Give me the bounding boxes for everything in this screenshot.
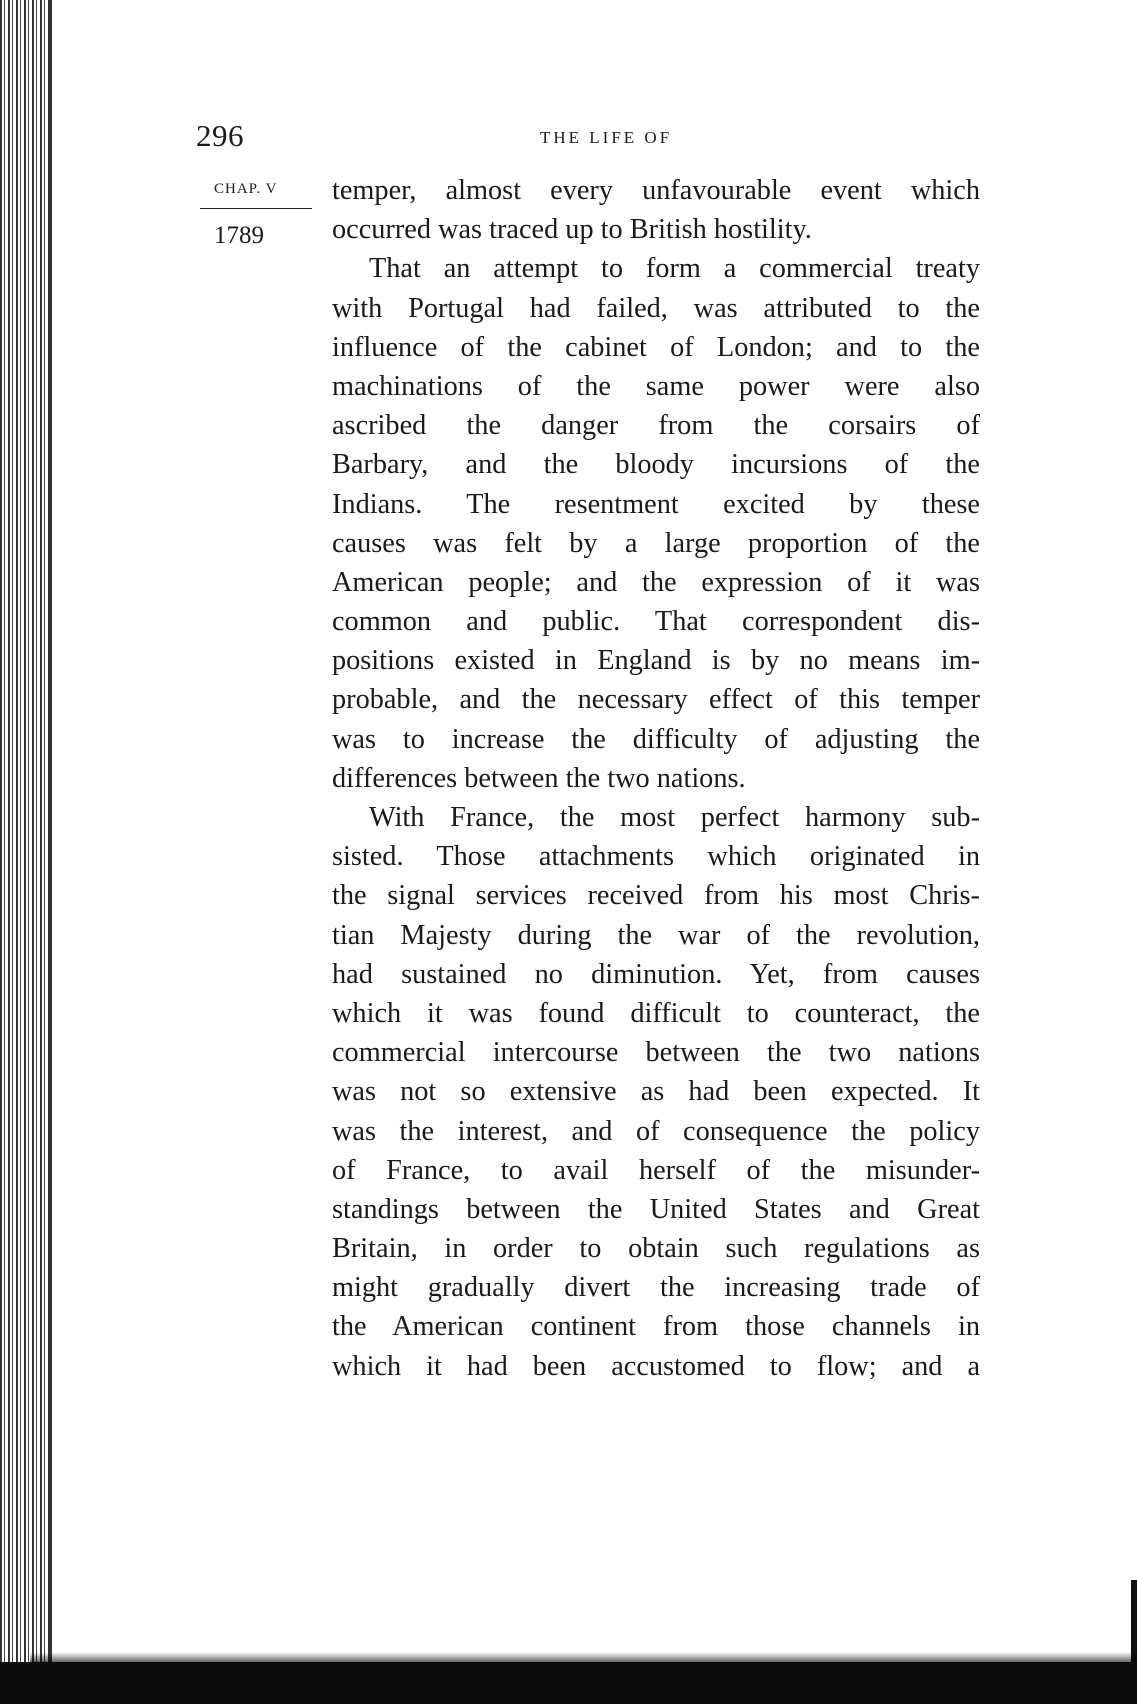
text-line: probable, and the necessary effect of this temper [332, 684, 980, 716]
book-binding-edge [0, 0, 52, 1704]
text-line: With France, the most perfect harmony sub- [369, 802, 980, 833]
text-line: occurred was traced up to British hostility. [332, 214, 812, 246]
marginal-rule [200, 208, 312, 209]
text-line: Indians. The resentment excited by these [332, 488, 980, 520]
text-line: American people; and the expression of it was [332, 566, 980, 598]
year-marginal-note: 1789 [214, 222, 264, 249]
text-line: the signal services received from his most Chris- [332, 880, 980, 912]
text-line: which it had been accustomed to flow; and a [332, 1350, 980, 1382]
text-line: Britain, in order to obtain such regulations as [332, 1233, 980, 1265]
text-line: tian Majesty during the war of the revolution, [332, 919, 980, 951]
page-number: 296 [196, 118, 244, 153]
text-line: influence of the cabinet of London; and to the [332, 331, 980, 363]
text-line: sisted. Those attachments which originated in [332, 841, 980, 873]
text-line: might gradually divert the increasing trade of [332, 1272, 980, 1304]
text-line: Barbary, and the bloody incursions of the [332, 449, 980, 481]
text-line: the American continent from those channels in [332, 1311, 980, 1343]
running-title: THE LIFE OF [540, 128, 673, 147]
text-line: was not so extensive as had been expected. It [332, 1076, 980, 1108]
text-line: with Portugal had failed, was attributed to the [332, 292, 980, 324]
text-line: temper, almost every unfavourable event which [332, 175, 980, 206]
text-line: causes was felt by a large proportion of the [332, 527, 980, 559]
text-line: of France, to avail herself of the misunder- [332, 1154, 980, 1186]
text-line: common and public. That correspondent dis- [332, 606, 980, 638]
text-line: was to increase the difficulty of adjusting the [332, 723, 980, 755]
text-line: ascribed the danger from the corsairs of [332, 410, 980, 442]
text-line: positions existed in England is by no means im- [332, 645, 980, 677]
body-text [332, 171, 980, 1386]
text-line: machinations of the same power were also [332, 370, 980, 402]
text-line: commercial intercourse between the two nations [332, 1037, 980, 1069]
text-line: had sustained no diminution. Yet, from causes [332, 958, 980, 990]
text-line: differences between the two nations. [332, 762, 746, 794]
binding-shadow [48, 0, 52, 1704]
text-line: That an attempt to form a commercial treaty [369, 253, 980, 285]
chapter-marginal-note: CHAP. V [214, 181, 278, 197]
text-line: which it was found difficult to counteract, the [332, 997, 980, 1029]
text-line: standings between the United States and Great [332, 1193, 980, 1225]
scan-bottom-edge [0, 1662, 1137, 1704]
text-line: was the interest, and of consequence the policy [332, 1115, 980, 1147]
scan-shadow [30, 1652, 1137, 1662]
